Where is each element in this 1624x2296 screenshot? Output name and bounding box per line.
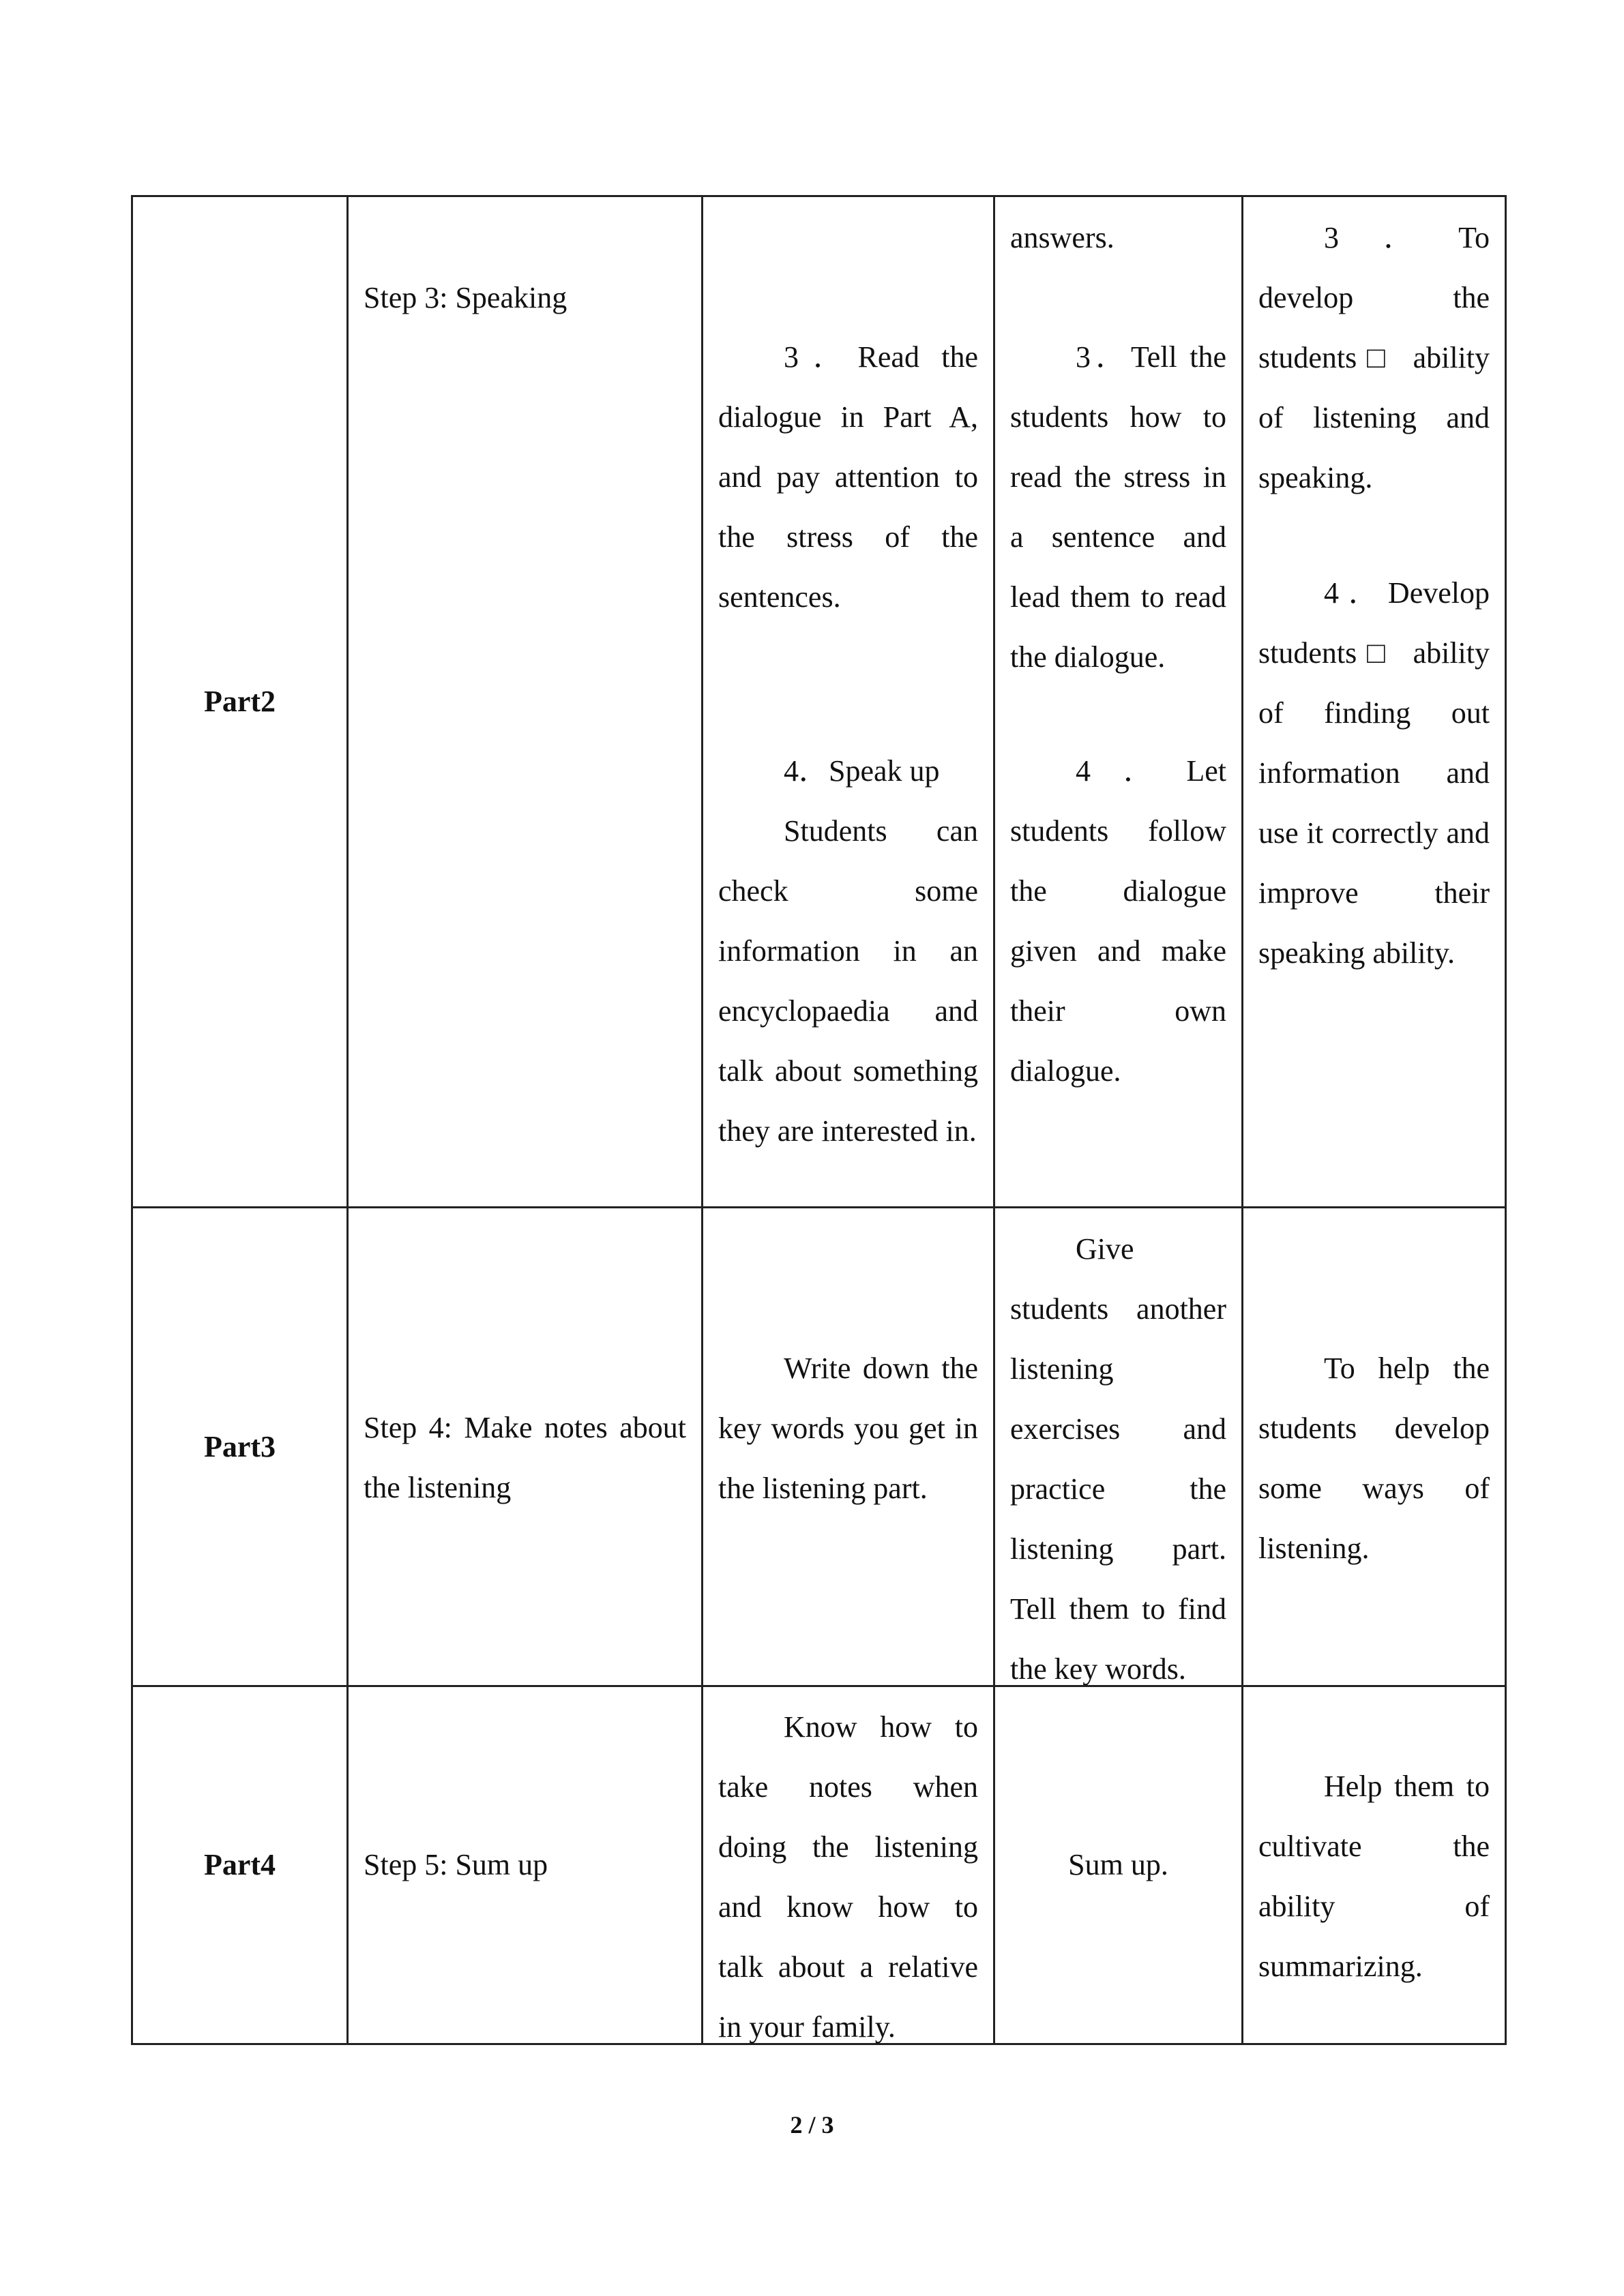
teacher-cell <box>995 741 1241 1101</box>
purpose-cell <box>1243 1757 1505 1997</box>
purpose-text: 4．Develop students□ ability of finding out information and use it correctly and improve their speaking ability. <box>1258 576 1490 970</box>
table-row <box>133 197 346 1206</box>
table-border-right <box>1505 195 1507 2045</box>
page-number: 2 / 3 <box>790 2111 834 2138</box>
step-label: Step 5: Sum up <box>364 1848 548 1881</box>
step-label: Step 4: Make notes about the listening <box>364 1411 686 1504</box>
part-label: Part3 <box>203 1429 276 1463</box>
table-row <box>133 1208 346 1685</box>
activity-text: Students can check some information in an encyclopaedia and talk about something they are interested in. <box>718 814 978 1148</box>
activity-heading: 4．Speak up <box>784 754 940 788</box>
part-label: Part4 <box>203 1848 276 1881</box>
teacher-cell <box>995 208 1241 268</box>
teacher-text: Give students another listening exercises and practice the listening part. Tell them to find the key words. <box>1010 1232 1226 1686</box>
purpose-cell <box>1243 208 1505 508</box>
activity-text: Write down the key words you get in the listening part. <box>718 1352 978 1505</box>
teacher-cell <box>995 1687 1241 2043</box>
step-cell <box>349 1687 701 2043</box>
activity-text: 3．Read the dialogue in Part A, and pay attention to the stress of the sentences. <box>718 340 978 614</box>
teacher-cell <box>995 1219 1241 1699</box>
step-cell <box>349 1398 701 1518</box>
purpose-cell <box>1243 1339 1505 1579</box>
teacher-text: answers. <box>1010 221 1114 254</box>
purpose-text: To help the students develop some ways of listening. <box>1258 1352 1490 1565</box>
table-row <box>133 1687 346 2043</box>
activity-cell <box>703 327 993 627</box>
activity-cell <box>703 741 993 1161</box>
teacher-text: 3．Tell the students how to read the stress in a sentence and lead them to read the dialogue. <box>1010 340 1226 674</box>
purpose-text: Help them to cultivate the ability of summarizing. <box>1258 1770 1490 1983</box>
purpose-cell <box>1243 563 1505 983</box>
activity-text: Know how to take notes when doing the listening and know how to talk about a relative in your family. <box>718 1710 978 2044</box>
step-label: Step 3: Speaking <box>364 281 567 314</box>
purpose-text: 3．To develop the students□ ability of listening and speaking. <box>1258 221 1490 494</box>
teacher-cell <box>995 327 1241 687</box>
activity-cell <box>703 1697 993 2057</box>
activity-cell <box>703 1339 993 1519</box>
part-label: Part2 <box>203 685 276 718</box>
teacher-text: Sum up. <box>1068 1848 1168 1881</box>
step-cell <box>349 268 701 328</box>
teacher-text: 4．Let students follow the dialogue given and make their own dialogue. <box>1010 754 1226 1088</box>
